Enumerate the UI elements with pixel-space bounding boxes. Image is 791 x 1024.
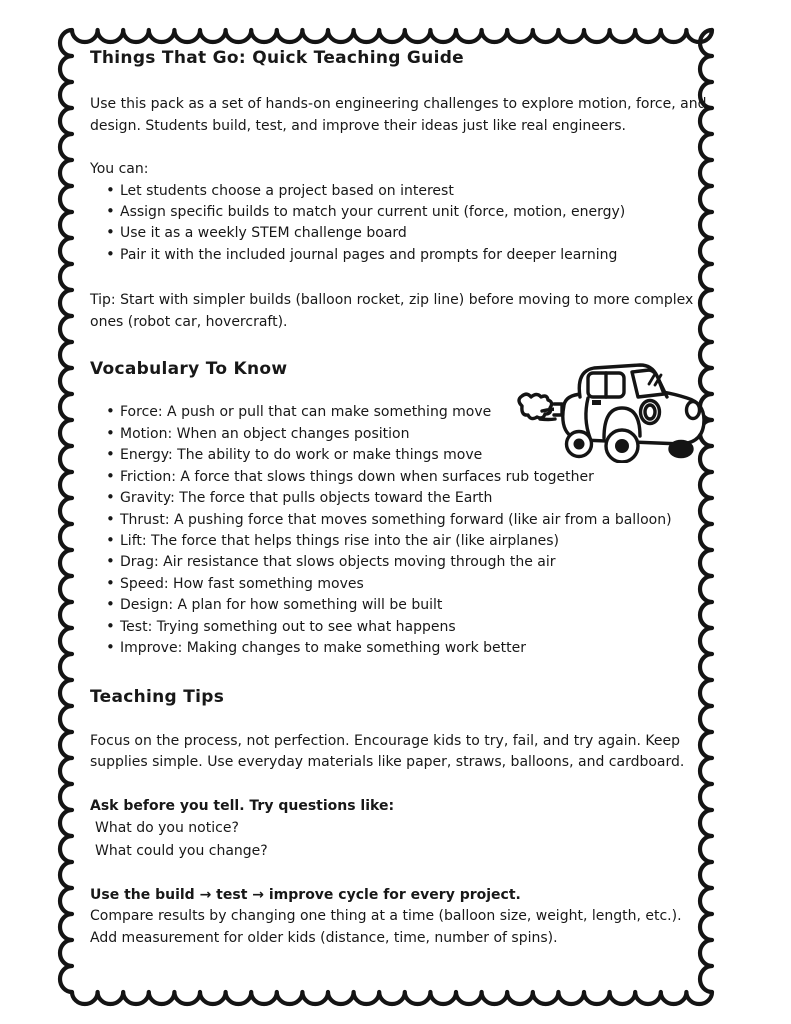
tip-paragraph: Tip: Start with simpler builds (balloon rocket, zip line) before moving to more complex ones (robot car, hovercraft). [90,292,694,330]
vocab-item: • Energy: The ability to do work or make things move [106,445,722,466]
vocab-item: • Improve: Making changes to make something work better [106,638,722,659]
vocab-item: • Lift: The force that helps things rise into the air (like airplanes) [106,531,722,552]
cycle-line: Add measurement for older kids (distance, time, number of spins). [90,929,558,946]
you-can-list [90,181,722,267]
question-line: What could you change? [95,842,268,859]
vocabulary-list [90,402,722,659]
cycle-section [90,885,722,949]
vocabulary-heading: Vocabulary To Know [90,359,288,380]
list-item: • Let students choose a project based on interest [106,181,722,202]
vocab-item: • Design: A plan for how something will be built [106,595,722,616]
vocab-item: • Thrust: A pushing force that moves something forward (like air from a balloon) [106,510,722,531]
document-page [90,48,722,949]
list-item: • Use it as a weekly STEM challenge board [106,223,722,244]
page-title: Things That Go: Quick Teaching Guide [90,48,465,68]
vocab-item: • Speed: How fast something moves [106,574,722,595]
ask-heading: Ask before you tell. Try questions like: [90,797,395,814]
list-item: • Assign specific builds to match your current unit (force, motion, energy) [106,202,722,223]
you-can-label: You can: [90,161,149,178]
vocab-item: • Motion: When an object changes position [106,424,722,445]
vocab-item: • Test: Trying something out to see what happens [106,617,722,638]
list-item: • Pair it with the included journal pages and prompts for deeper learning [106,245,722,266]
vocab-item: • Drag: Air resistance that slows objects moving through the air [106,552,722,573]
question-line: What do you notice? [95,819,239,836]
cycle-line: Compare results by changing one thing at a time (balloon size, weight, length, etc.). [90,908,682,925]
vocab-item: • Force: A push or pull that can make something move [106,402,722,423]
teaching-tips-paragraph: Focus on the process, not perfection. Encourage kids to try, fail, and try again. Keep supplies simple. Use everyday materials like paper, straws, balloons, and cardboard. [90,732,685,771]
vocab-item: • Gravity: The force that pulls objects toward the Earth [106,488,722,509]
vocab-item: • Friction: A force that slows things down when surfaces rub together [106,467,722,488]
teaching-tips-heading: Teaching Tips [90,687,225,708]
intro-paragraph: Use this pack as a set of hands-on engineering challenges to explore motion, force, and design. Students build, test, and improve their ideas just like real engineers. [90,96,707,134]
cycle-heading: Use the build → test → improve cycle for every project. [90,886,521,903]
